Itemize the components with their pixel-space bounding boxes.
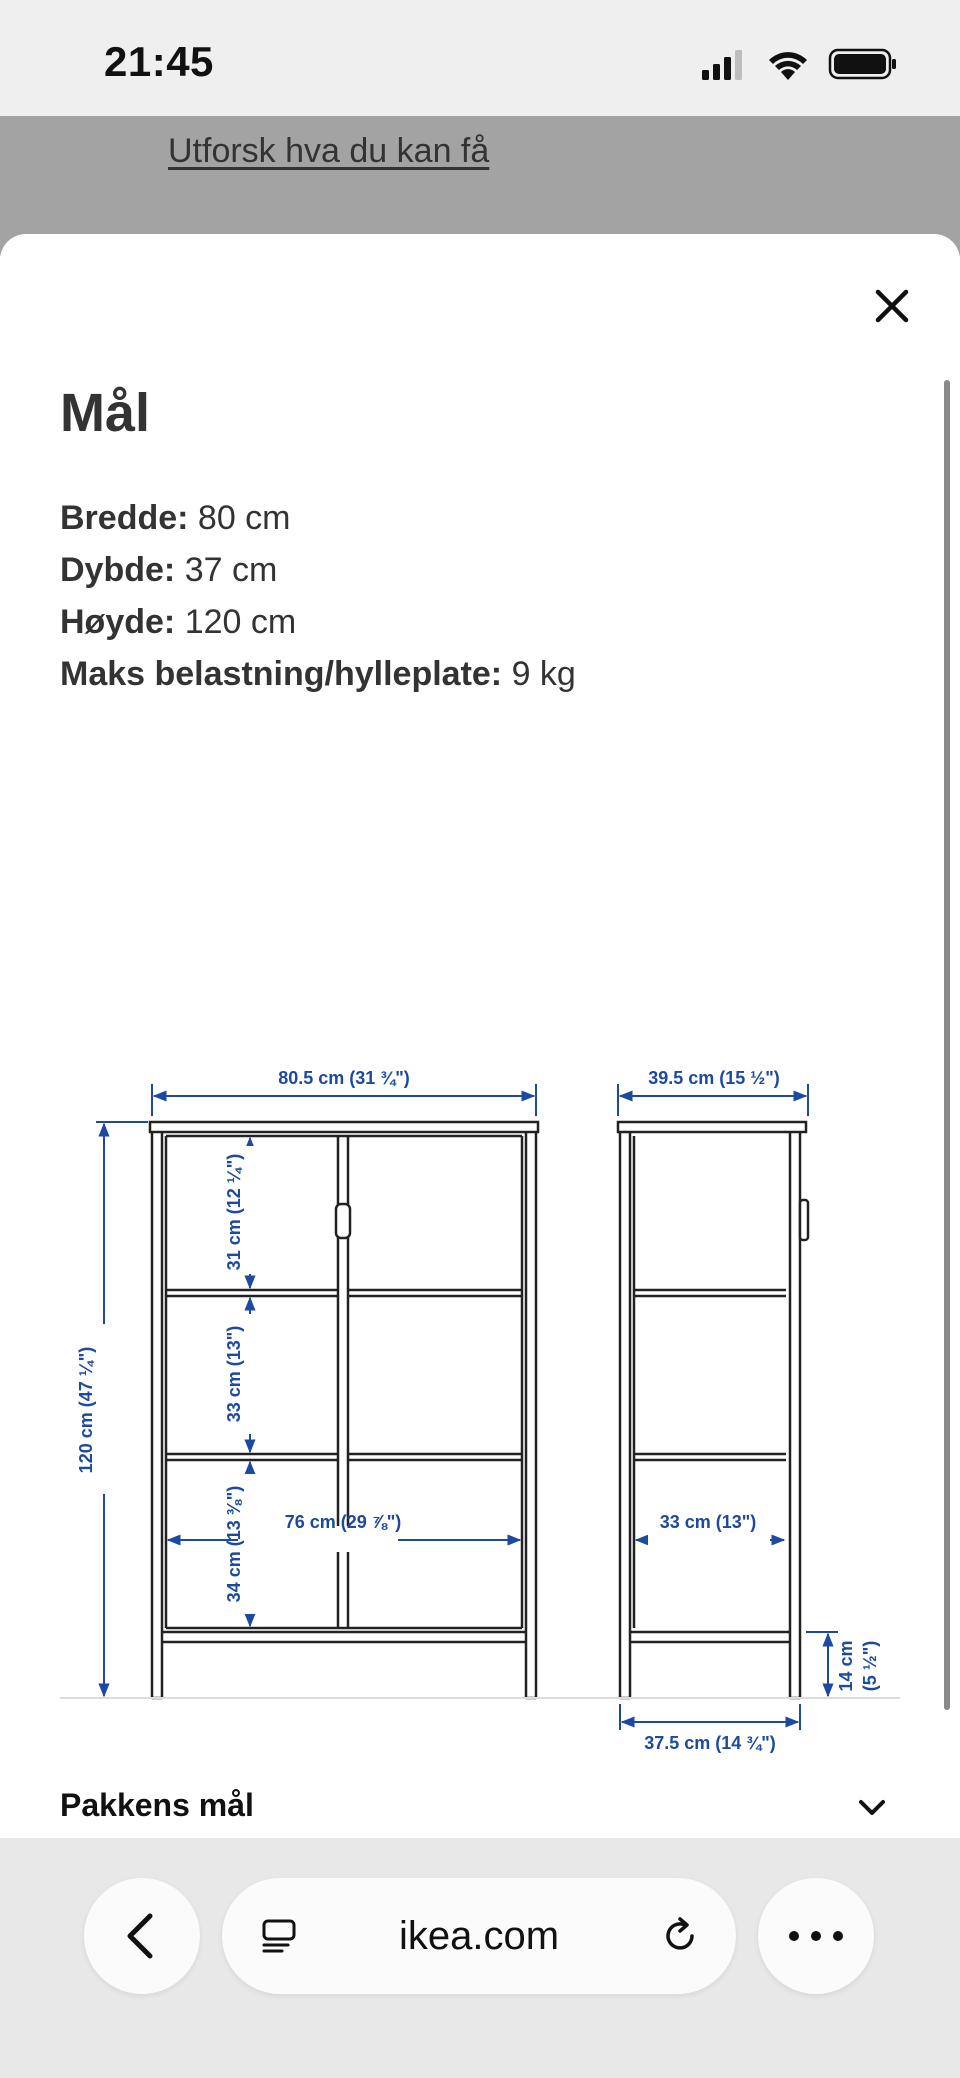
page-title: Mål — [60, 383, 151, 443]
label-backgrounds — [92, 1146, 770, 1614]
explore-link[interactable]: Utforsk hva du kan få — [168, 132, 490, 170]
dimensions-sheet — [0, 234, 960, 1844]
status-time: 21:45 — [104, 38, 214, 85]
back-button[interactable] — [84, 1878, 200, 1994]
dim-label-leg-height-imperial: (5 ½") — [860, 1640, 880, 1692]
reload-icon[interactable] — [658, 1914, 702, 1958]
battery-icon — [830, 50, 896, 78]
status-bar — [0, 0, 960, 116]
dimension-diagram — [0, 814, 960, 1774]
dim-label-total-height: 120 cm (47 ¼") — [76, 1346, 96, 1474]
browser-toolbar — [0, 1838, 960, 2078]
wifi-icon — [769, 52, 807, 80]
spec-width: Bredde: 80 cm — [60, 499, 291, 537]
side-view-drawing — [618, 1122, 808, 1698]
spec-depth: Dybde: 37 cm — [60, 551, 278, 589]
address-bar[interactable] — [222, 1878, 736, 1994]
ellipsis-icon — [758, 1878, 874, 1994]
spec-height: Høyde: 120 cm — [60, 603, 297, 641]
dim-label-leg-height: 14 cm — [836, 1640, 856, 1692]
chevron-down-icon[interactable] — [854, 1790, 890, 1826]
spec-list — [60, 492, 576, 700]
dim-label-side-depth-bottom: 37.5 cm (14 ¾") — [644, 1733, 776, 1753]
package-dimensions-accordion-title[interactable]: Pakkens mål — [60, 1787, 254, 1823]
url-text: ikea.com — [398, 1914, 560, 1958]
close-icon[interactable] — [868, 282, 916, 330]
dim-label-inner-depth: 33 cm (13") — [659, 1512, 757, 1532]
dim-label-shelf-top: 31 cm (12 ¼") — [224, 1153, 244, 1271]
dim-label-inner-width: 76 cm (29 ⅞") — [284, 1512, 402, 1532]
front-view-drawing — [150, 1122, 538, 1698]
section-divider — [60, 1697, 900, 1699]
chevron-left-icon — [84, 1878, 200, 1994]
more-options-button[interactable] — [758, 1878, 874, 1994]
dim-label-shelf-bottom: 34 cm (13 ⅜") — [224, 1485, 244, 1603]
dim-label-side-depth-top: 39.5 cm (15 ½") — [648, 1068, 780, 1088]
dim-label-front-width: 80.5 cm (31 ¾") — [278, 1068, 410, 1088]
spec-max-load: Maks belastning/hylleplate: 9 kg — [60, 655, 576, 693]
status-icons — [700, 44, 900, 84]
cellular-signal-icon — [702, 50, 742, 80]
dim-label-shelf-middle: 33 cm (13") — [224, 1325, 244, 1423]
